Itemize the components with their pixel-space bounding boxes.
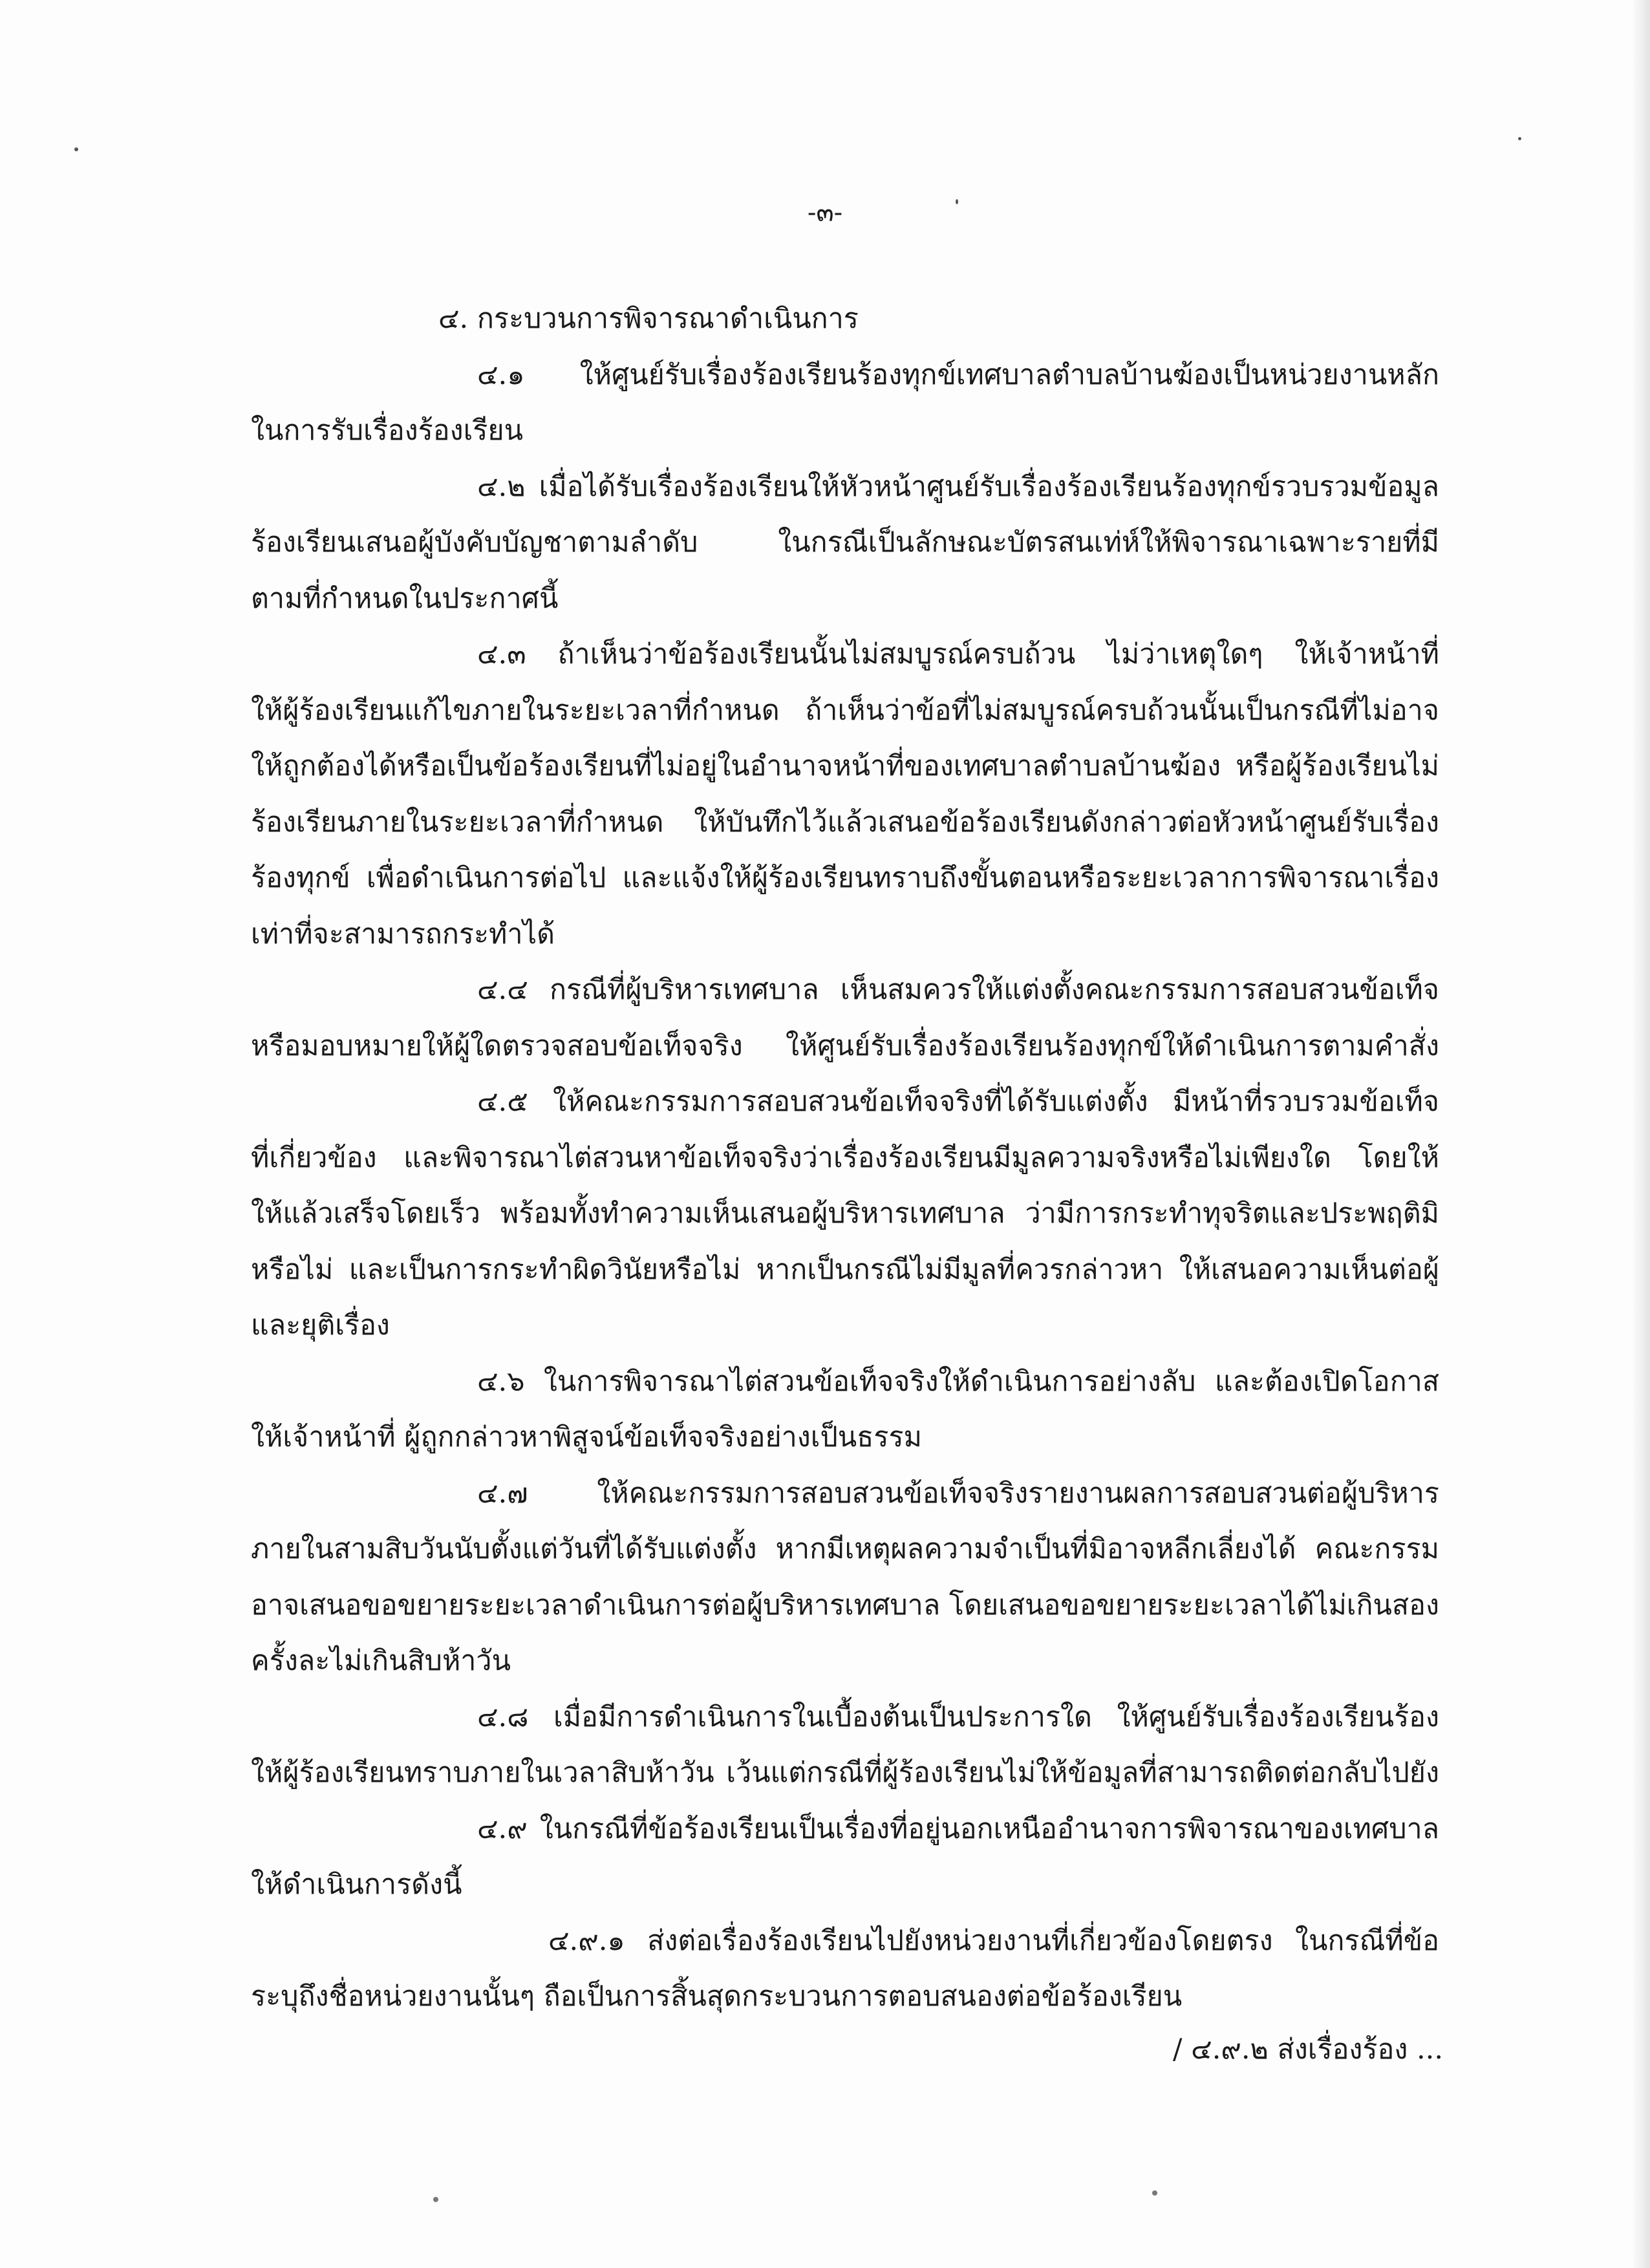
page-number: -๓- — [807, 198, 843, 228]
scan-speck — [1518, 137, 1521, 140]
text-line: ร้องเรียนภายในระยะเวลาที่กำหนด ให้บันทึกไว้แล้วเสนอข้อร้องเรียนดังกล่าวต่อหัวหน้าศูนย์รับเรื่อง — [251, 806, 1439, 839]
text-line: ให้ดำเนินการดังนี้ — [251, 1868, 462, 1901]
text-line: ร้องเรียนเสนอผู้บังคับบัญชาตามลำดับ ในกรณีเป็นลักษณะบัตรสนเท่ห์ให้พิจารณาเฉพาะรายที่มี — [251, 526, 1439, 559]
text-line: ๔. กระบวนการพิจารณาดำเนินการ — [438, 303, 859, 335]
text-line: ๔.๔ กรณีที่ผู้บริหารเทศบาล เห็นสมควรให้แต่งตั้งคณะกรรมการสอบสวนข้อเท็จ — [477, 974, 1439, 1006]
text-line: ให้ผู้ร้องเรียนทราบภายในเวลาสิบห้าวัน เว้นแต่กรณีที่ผู้ร้องเรียนไม่ให้ข้อมูลที่สามารถติดต่อกลับไปยัง — [251, 1757, 1439, 1789]
text-line: ๔.๕ ให้คณะกรรมการสอบสวนข้อเท็จจริงที่ได้รับแต่งตั้ง มีหน้าที่รวบรวมข้อเท็จ — [477, 1086, 1439, 1118]
text-line: ๔.๘ เมื่อมีการดำเนินการในเบื้องต้นเป็นประการใด ให้ศูนย์รับเรื่องร้องเรียนร้อง — [477, 1700, 1439, 1733]
text-line: ๔.๗ ให้คณะกรรมการสอบสวนข้อเท็จจริงรายงานผลการสอบสวนต่อผู้บริหาร — [477, 1477, 1439, 1510]
text-line: ๔.๙.๑ ส่งต่อเรื่องร้องเรียนไปยังหน่วยงานที่เกี่ยวข้องโดยตรง ในกรณีที่ข้อ — [548, 1924, 1439, 1957]
document-body — [251, 291, 1439, 2025]
text-line: ภายในสามสิบวันนับตั้งแต่วันที่ได้รับแต่งตั้ง หากมีเหตุผลความจำเป็นที่มิอาจหลีกเลี่ยงได้ คณะกรรม — [251, 1533, 1439, 1565]
text-line: ระบุถึงชื่อหน่วยงานนั้นๆ ถือเป็นการสิ้นสุดกระบวนการตอบสนองต่อข้อร้องเรียน — [251, 1980, 1183, 2013]
text-line: ๔.๒ เมื่อได้รับเรื่องร้องเรียนให้หัวหน้าศูนย์รับเรื่องร้องเรียนร้องทุกข์รวบรวมข้อมูล — [477, 470, 1439, 503]
scan-edge-shadow — [1632, 0, 1650, 2268]
text-line: ให้ผู้ร้องเรียนแก้ไขภายในระยะเวลาที่กำหนด ถ้าเห็นว่าข้อที่ไม่สมบูรณ์ครบถ้วนนั้นเป็นกรณีที่ไม่อาจ — [251, 694, 1439, 727]
text-line: ๔.๙ ในกรณีที่ข้อร้องเรียนเป็นเรื่องที่อยู่นอกเหนืออำนาจการพิจารณาของเทศบาล — [477, 1812, 1439, 1845]
text-line: ๔.๓ ถ้าเห็นว่าข้อร้องเรียนนั้นไม่สมบูรณ์ครบถ้วน ไม่ว่าเหตุใดๆ ให้เจ้าหน้าที่ — [477, 638, 1439, 670]
text-line: ตามที่กำหนดในประกาศนี้ — [251, 582, 559, 615]
text-line: เท่าที่จะสามารถกระทำได้ — [251, 917, 555, 950]
text-line: และยุติเรื่อง — [251, 1309, 390, 1342]
text-line: หรือไม่ และเป็นการกระทำผิดวินัยหรือไม่ หากเป็นกรณีไม่มีมูลที่ควรกล่าวหา ให้เสนอความเห็นต่อผู้ — [251, 1253, 1439, 1286]
scan-speck — [433, 2197, 438, 2202]
continuation-marker: / ๔.๙.๒ ส่งเรื่องร้อง ... — [1173, 2033, 1443, 2066]
text-line: ร้องทุกข์ เพื่อดำเนินการต่อไป และแจ้งให้ผู้ร้องเรียนทราบถึงขั้นตอนหรือระยะเวลาการพิจารณาเรื่อง — [251, 862, 1439, 894]
text-line: ให้ถูกต้องได้หรือเป็นข้อร้องเรียนที่ไม่อยู่ในอำนาจหน้าที่ของเทศบาลตำบลบ้านฆ้อง หรือผู้ร้องเรียนไม่ — [251, 750, 1439, 782]
scan-speck — [74, 147, 78, 151]
text-line: ในการรับเรื่องร้องเรียน — [251, 414, 523, 447]
scan-speck — [1152, 2190, 1157, 2196]
text-line: ๔.๖ ในการพิจารณาไต่สวนข้อเท็จจริงให้ดำเนินการอย่างลับ และต้องเปิดโอกาส — [477, 1365, 1439, 1398]
text-line: ๔.๑ ให้ศูนย์รับเรื่องร้องเรียนร้องทุกข์เทศบาลตำบลบ้านฆ้องเป็นหน่วยงานหลัก — [477, 358, 1439, 391]
text-line: หรือมอบหมายให้ผู้ใดตรวจสอบข้อเท็จจริง ให้ศูนย์รับเรื่องร้องเรียนร้องทุกข์ให้ดำเนินการตามคำสั่ง — [251, 1029, 1439, 1062]
text-line: อาจเสนอขอขยายระยะเวลาดำเนินการต่อผู้บริหารเทศบาล โดยเสนอขอขยายระยะเวลาได้ไม่เกินสอง — [251, 1589, 1439, 1621]
text-line: ครั้งละไม่เกินสิบห้าวัน — [251, 1645, 511, 1677]
text-line: ที่เกี่ยวข้อง และพิจารณาไต่สวนหาข้อเท็จจริงว่าเรื่องร้องเรียนมีมูลความจริงหรือไม่เพียงใด โดยให้ — [251, 1141, 1439, 1174]
text-line: ให้เจ้าหน้าที่ ผู้ถูกกล่าวหาพิสูจน์ข้อเท็จจริงอย่างเป็นธรรม — [251, 1421, 922, 1453]
text-line: ให้แล้วเสร็จโดยเร็ว พร้อมทั้งทำความเห็นเสนอผู้บริหารเทศบาล ว่ามีการกระทำทุจริตและประพฤติมิ — [251, 1197, 1439, 1230]
